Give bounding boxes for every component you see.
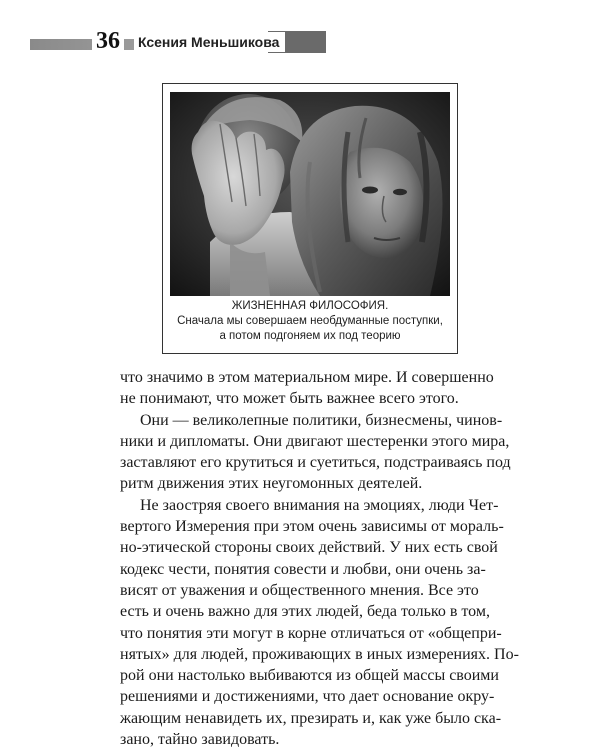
- text-line: но-этической стороны своих действий. У них есть свой: [120, 539, 498, 557]
- text-line: есть и очень важно для этих людей, беда только в том,: [120, 603, 490, 621]
- text-line: висят от уважения и общественного мнения. Все это: [120, 581, 479, 599]
- text-line: что понятия эти могут в корне отличаться от «общепри-: [120, 624, 502, 642]
- text-line: не понимают, что может быть важнее всего этого.: [120, 390, 459, 408]
- text-line: что значимо в этом материальном мире. И совершенно: [120, 369, 494, 386]
- woman-eye-right: [393, 189, 407, 195]
- text-line: решениями и достижениями, что дает основание окру-: [120, 688, 495, 706]
- caption-title: ЖИЗНЕННАЯ ФИЛОСОФИЯ.: [231, 300, 389, 312]
- running-header: [30, 28, 300, 54]
- figure: [162, 83, 458, 354]
- running-title: Ксения Меньшикова: [134, 32, 285, 52]
- text-line: вертого Измерения при этом очень зависимы от мораль-: [120, 518, 504, 536]
- text-line: кодекс чести, понятия совести и любви, они очень за-: [120, 560, 486, 578]
- caption-line-2: а потом подгоняем их под теорию: [219, 330, 401, 342]
- woman-eye-left: [362, 187, 378, 194]
- text-line: жающим ненавидеть их, презирать и, как уже было ска-: [120, 709, 502, 727]
- photo: [170, 92, 450, 296]
- text-line: ритм движения этих неугомонных деятелей.: [120, 475, 423, 493]
- paragraph-start-line: Они — великолепные политики, бизнесмены, чинов-: [140, 411, 503, 429]
- paragraph-start-line: Не заостряя своего внимания на эмоциях, люди Чет-: [140, 496, 499, 514]
- body-text: [120, 367, 519, 750]
- text-line: ники и дипломаты. Они двигают шестеренки этого мира,: [120, 432, 510, 450]
- text-line: рой они настолько выбиваются из общей массы своими: [120, 667, 499, 685]
- caption-line-1: Сначала мы совершаем необдуманные поступки,: [177, 315, 443, 327]
- text-line: нятых» для людей, проживающих в иных измерениях. По-: [120, 645, 519, 663]
- text-line: заставляют его крутиться и суетиться, подстраиваясь под: [120, 454, 511, 472]
- figure-caption: [163, 299, 457, 344]
- text-line: зано, тайно завидовать.: [120, 731, 280, 749]
- page-number: 36: [92, 27, 124, 55]
